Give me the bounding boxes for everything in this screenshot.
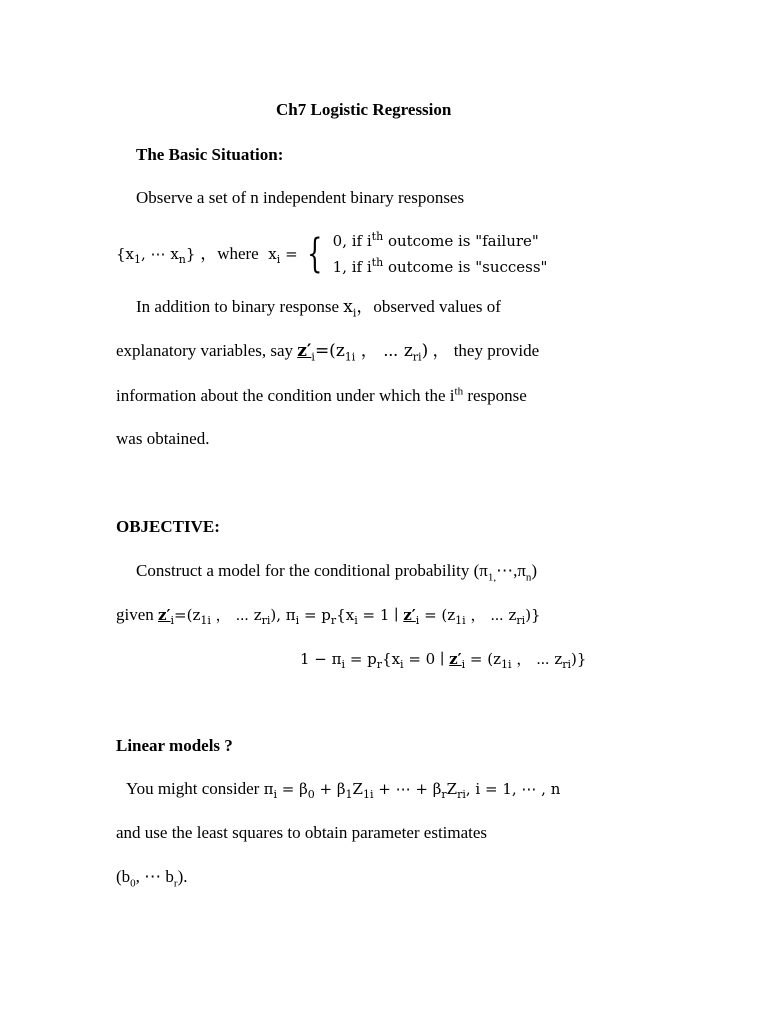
equation-complement: $1 - \pi_i = p_r\{x_i = 0$ ∣ $z'_i = (z_{1i}$ ， ⋯ $z_{ri}$)}	[300, 650, 587, 671]
paragraph-observe: Observe a set of n independent binary responses	[136, 188, 465, 207]
section-heading-basic-situation: The Basic Situation:	[136, 145, 284, 164]
section-heading-linear-models: Linear models ?	[116, 736, 233, 755]
equation-given-pi: given $z'_i=(z_{1i}$ ， ⋯ $z_{ri}$), $\pi_i = p_r\{x_i = 1$ ∣ $z'_i = (z_{1i}$ ， ⋯ $z_{ri}$)}	[116, 605, 541, 627]
paragraph-explanatory: explanatory variables, say $z'_i=(z_{1i}$ ， ⋯ $z_{ri}$) ， they provide	[116, 341, 540, 364]
paragraph-in-addition: In addition to binary response $x_i$，observed values of	[136, 297, 501, 320]
paragraph-construct-model: Construct a model for the conditional probability $(\pi_{1,}\cdots,\pi_n)$	[136, 561, 538, 584]
paragraph-was-obtained: was obtained.	[116, 429, 210, 448]
paragraph-information: information about the condition under which the $i^{th}$ response	[116, 385, 527, 405]
equation-linear-model: You might consider $\pi_i = \beta_0 + \beta_1Z_{1i}$ + ⋯ + $\beta_rZ_{ri}$, i = 1, ⋯ , n	[126, 779, 561, 801]
section-heading-objective: OBJECTIVE:	[116, 517, 220, 536]
paragraph-estimates: ($b_0$, ⋯ $b_r$).	[116, 867, 188, 890]
page-title: Ch7 Logistic Regression	[276, 100, 452, 119]
brace-icon: {	[307, 231, 323, 277]
paragraph-least-squares: and use the least squares to obtain parameter estimates	[116, 823, 488, 842]
equation-response-definition: {$x_1$, ⋯ $x_n$} ，where $x_i$ = { 0, if $i^{th}$ outcome is "failure" 1, if $i^{th}$ outcome is "success"	[116, 230, 548, 277]
